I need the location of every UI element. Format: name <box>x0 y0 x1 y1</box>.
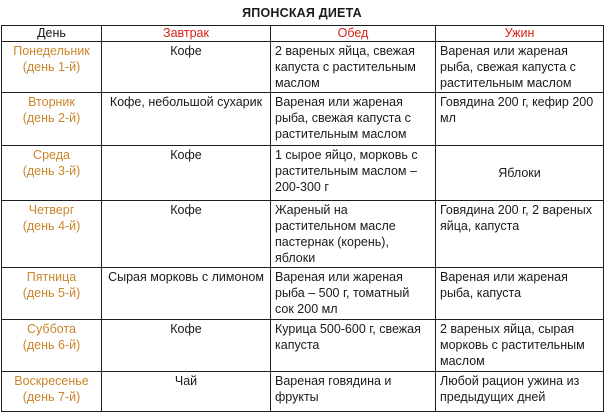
header-dinner: Ужин <box>436 26 604 42</box>
day-number: (день 6-й) <box>22 338 81 352</box>
day-name: Вторник <box>28 95 75 109</box>
breakfast-cell: Кофе, небольшой сухарик <box>102 93 271 146</box>
dinner-cell: Яблоки <box>436 146 604 201</box>
lunch-cell: Жареный на растительном масле пастернак (корень), яблоки <box>271 201 436 268</box>
breakfast-cell: Кофе <box>102 42 271 93</box>
day-number: (день 3-й) <box>22 164 81 178</box>
table-row <box>2 268 604 320</box>
header-day: День <box>2 26 102 42</box>
table-row <box>2 201 604 268</box>
header-row <box>2 26 604 42</box>
day-name: Понедельник <box>13 44 90 58</box>
day-name: Суббота <box>27 322 76 336</box>
header-breakfast: Завтрак <box>102 26 271 42</box>
day-name: Среда <box>33 148 70 162</box>
lunch-cell: Вареная или жареная рыба – 500 г, томатный сок 200 мл <box>271 268 436 320</box>
breakfast-cell: Сырая морковь с лимоном <box>102 268 271 320</box>
day-number: (день 5-й) <box>22 286 81 300</box>
day-number: (день 1-й) <box>22 60 81 74</box>
breakfast-cell: Чай <box>102 372 271 412</box>
lunch-cell: 1 сырое яйцо, морковь с растительным маслом – 200-300 г <box>271 146 436 201</box>
page-title: ЯПОНСКАЯ ДИЕТА <box>242 6 362 20</box>
header-lunch: Обед <box>271 26 436 42</box>
day-number: (день 2-й) <box>22 111 81 125</box>
table-row <box>2 372 604 412</box>
dinner-cell: Говядина 200 г, 2 вареных яйца, капуста <box>436 201 604 268</box>
day-cell <box>2 372 102 412</box>
day-cell <box>2 268 102 320</box>
dinner-cell: Вареная или жареная рыба, капуста <box>436 268 604 320</box>
day-name: Четверг <box>28 203 75 217</box>
table-row <box>2 320 604 372</box>
diet-table <box>1 25 604 412</box>
day-name: Пятница <box>26 270 77 284</box>
day-number: (день 7-й) <box>22 390 81 404</box>
day-number: (день 4-й) <box>22 219 81 233</box>
day-cell <box>2 42 102 93</box>
breakfast-cell: Кофе <box>102 320 271 372</box>
lunch-cell: Вареная или жареная рыба, свежая капуста с растительным маслом <box>271 93 436 146</box>
dinner-cell: Любой рацион ужина из предыдущих дней <box>436 372 604 412</box>
dinner-cell: Вареная или жареная рыба, свежая капуста с растительным маслом <box>436 42 604 93</box>
lunch-cell: Вареная говядина и фрукты <box>271 372 436 412</box>
day-cell <box>2 320 102 372</box>
day-name: Воскресенье <box>14 374 89 388</box>
day-cell <box>2 93 102 146</box>
lunch-cell: 2 вареных яйца, свежая капуста с растительным маслом <box>271 42 436 93</box>
day-cell <box>2 201 102 268</box>
breakfast-cell: Кофе <box>102 201 271 268</box>
table-row <box>2 42 604 93</box>
day-cell <box>2 146 102 201</box>
table-row <box>2 146 604 201</box>
dinner-cell: Говядина 200 г, кефир 200 мл <box>436 93 604 146</box>
breakfast-cell: Кофе <box>102 146 271 201</box>
lunch-cell: Курица 500-600 г, свежая капуста <box>271 320 436 372</box>
dinner-cell: 2 вареных яйца, сырая морковь с растительным маслом <box>436 320 604 372</box>
table-row <box>2 93 604 146</box>
